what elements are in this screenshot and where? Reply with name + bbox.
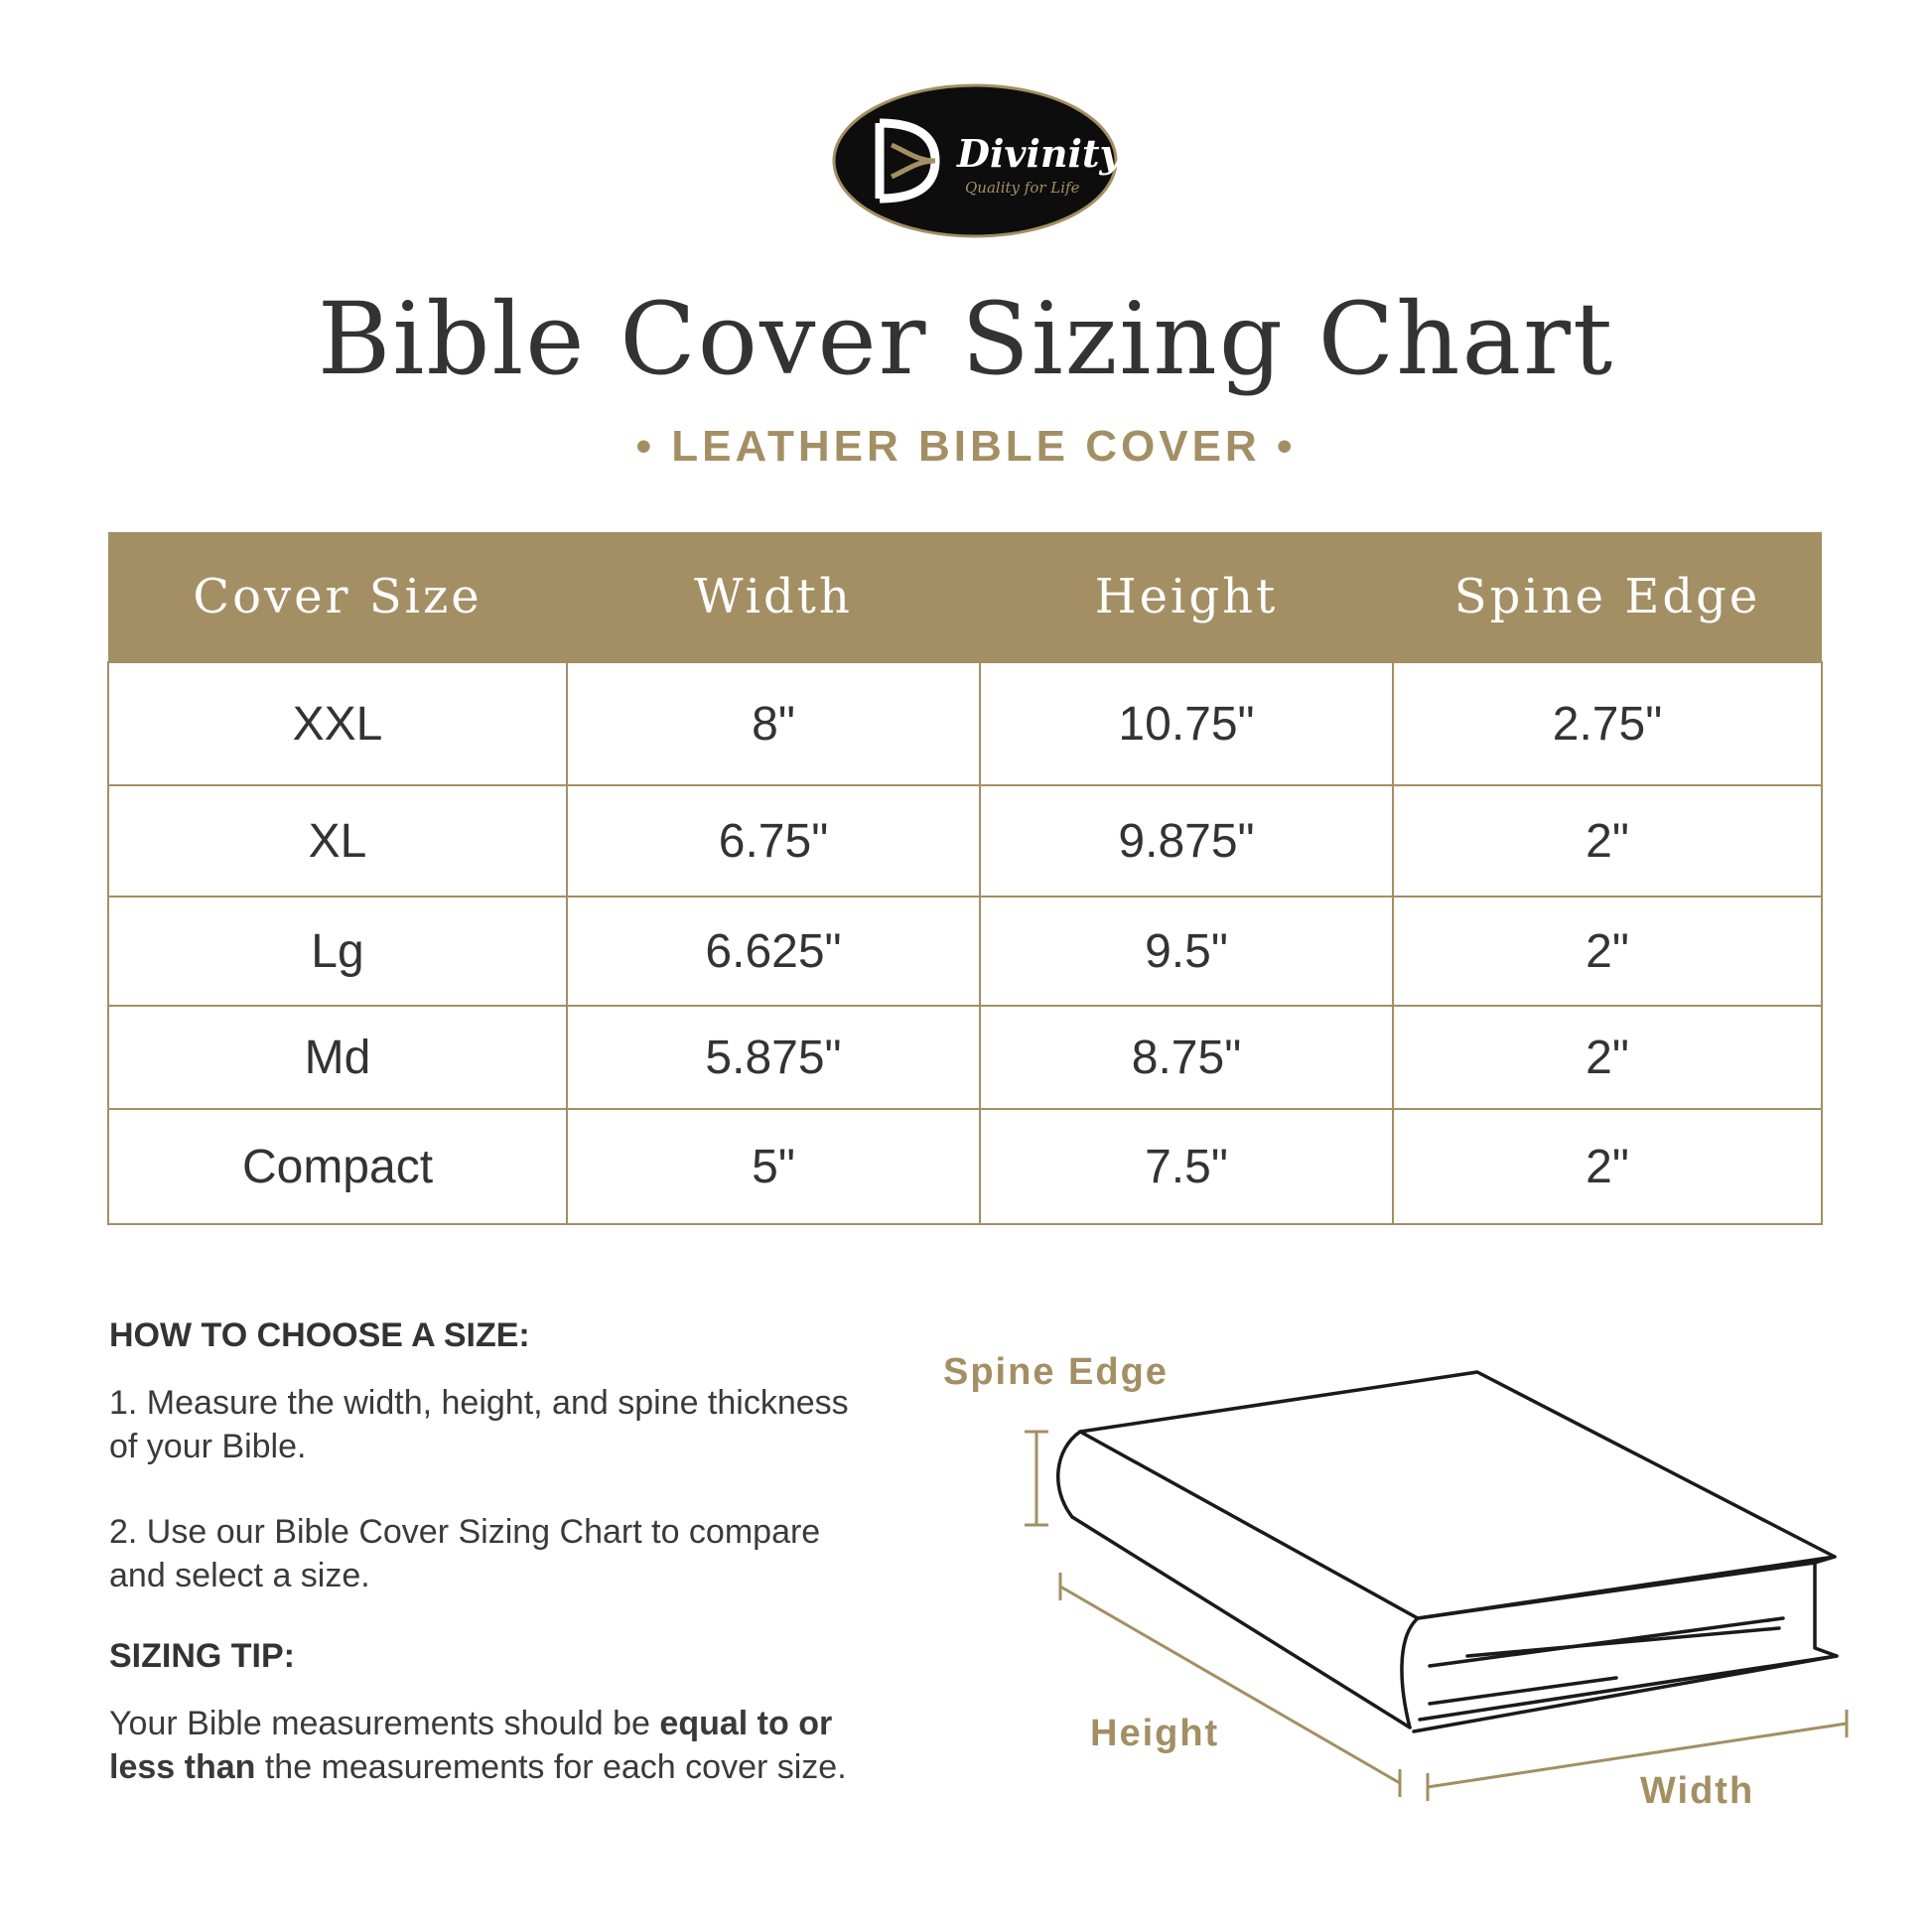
cell-width: 6.75" <box>567 785 980 897</box>
table-header-row <box>108 532 1822 662</box>
page-title: Bible Cover Sizing Chart <box>317 281 1615 397</box>
width-indicator <box>1428 1710 1847 1801</box>
cell-height: 7.5" <box>980 1109 1393 1224</box>
cell-cover-size: XL <box>108 785 567 897</box>
book-icon <box>1058 1372 1837 1731</box>
cell-spine-edge: 2" <box>1393 1109 1822 1224</box>
table-row <box>108 1006 1822 1109</box>
cell-width: 5" <box>567 1109 980 1224</box>
sizing-tip-heading: SIZING TIP: <box>109 1637 295 1675</box>
cell-spine-edge: 2.75" <box>1393 662 1822 785</box>
column-header-width: Width <box>567 532 980 662</box>
table-row <box>108 1109 1822 1224</box>
cell-spine-edge: 2" <box>1393 785 1822 897</box>
tip-text-before: Your Bible measurements should be <box>109 1705 650 1742</box>
page-subtitle <box>0 421 1932 473</box>
book-diagram <box>933 1350 1886 1807</box>
cell-cover-size: XXL <box>108 662 567 785</box>
sizing-table <box>107 532 1823 1225</box>
brand-logo <box>832 83 1118 238</box>
subtitle-dot-right: • <box>1276 422 1297 471</box>
height-label: Height <box>1090 1713 1220 1754</box>
cell-spine-edge: 2" <box>1393 1006 1822 1109</box>
cell-height: 8.75" <box>980 1006 1393 1109</box>
sizing-tip-text <box>109 1702 864 1789</box>
brand-name: Divinity <box>957 131 1118 176</box>
guide-step-2: 2. Use our Bible Cover Sizing Chart to compare and select a size. <box>109 1513 821 1594</box>
column-header-spine-edge: Spine Edge <box>1393 532 1822 662</box>
guide-step-1: 1. Measure the width, height, and spine thickness of your Bible. <box>109 1384 849 1465</box>
table-row <box>108 662 1822 785</box>
cell-height: 10.75" <box>980 662 1393 785</box>
cell-width: 8" <box>567 662 980 785</box>
cell-height: 9.5" <box>980 897 1393 1006</box>
guide-heading: HOW TO CHOOSE A SIZE: <box>109 1316 530 1354</box>
width-label: Width <box>1640 1770 1755 1807</box>
cell-width: 6.625" <box>567 897 980 1006</box>
subtitle-dot-left: • <box>635 422 656 471</box>
cell-cover-size: Compact <box>108 1109 567 1224</box>
spine-edge-indicator <box>1025 1432 1048 1525</box>
cell-spine-edge: 2" <box>1393 897 1822 1006</box>
spine-edge-label: Spine Edge <box>943 1351 1169 1393</box>
subtitle-text: LEATHER BIBLE COVER <box>671 422 1261 471</box>
tip-text-emphasis: equal to or less than <box>109 1705 833 1786</box>
cell-cover-size: Md <box>108 1006 567 1109</box>
brand-tagline: Quality for Life <box>965 179 1080 197</box>
table-row <box>108 897 1822 1006</box>
tip-text-after: the measurements for each cover size. <box>264 1748 847 1786</box>
size-guide <box>109 1316 864 1789</box>
column-header-height: Height <box>980 532 1393 662</box>
height-indicator <box>1060 1573 1400 1797</box>
cell-height: 9.875" <box>980 785 1393 897</box>
cell-cover-size: Lg <box>108 897 567 1006</box>
column-header-cover-size: Cover Size <box>108 532 567 662</box>
table-row <box>108 785 1822 897</box>
cell-width: 5.875" <box>567 1006 980 1109</box>
